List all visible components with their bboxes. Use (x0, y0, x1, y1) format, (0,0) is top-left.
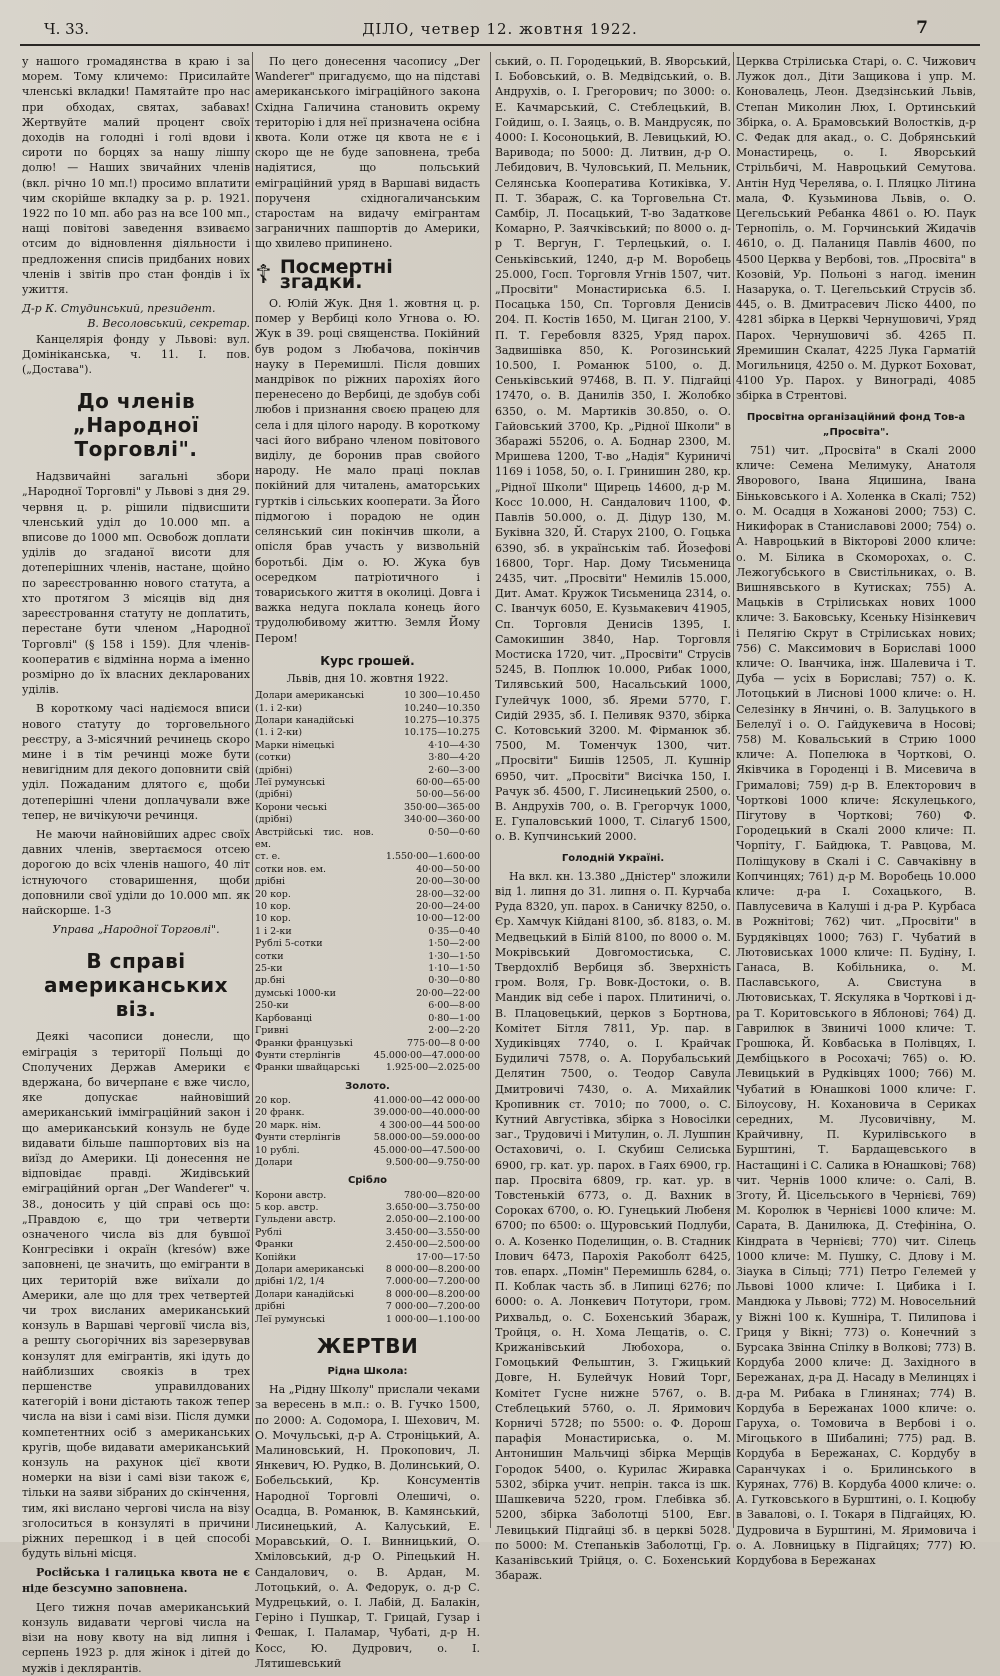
rate-value: 1·30—1·50 (428, 950, 480, 962)
rate-value: 10.175—10.275 (404, 727, 480, 739)
column-divider (252, 52, 253, 1528)
exchange-rates-table (255, 690, 480, 1075)
rate-value: 9.500·00—9.750·00 (385, 1156, 480, 1168)
rate-row (255, 1025, 480, 1037)
rate-row (255, 1301, 480, 1313)
currency-label: Долари канадійські (255, 714, 354, 726)
rate-value: 0·50—0·60 (428, 826, 480, 838)
rate-value: 7 000·00—7.200·00 (385, 1301, 480, 1313)
currency-label: др.бні (255, 975, 286, 987)
rate-value: 340·00—360·00 (404, 814, 480, 826)
rate-row (255, 1264, 480, 1276)
rate-row (255, 1289, 480, 1301)
currency-label: (дрібні) (255, 789, 293, 801)
ridna-shkola-list: На „Рідну Школу" прислали чеками за вересень в м.п.: о. В. Гучко 1500, по 2000: А. Содомора, І. Шехович, М. О. Мочульські, д-р А. Строніцький, А. Малиновський, Н. Прокопович, Л. Янкевич, Ю. Рудко, В. Долинський, О. Бобельський, Кр. Консументів Народної Торговлі Олешичі, о. Осадца, В. Романюк, В. Камянський, Лисинецький, А. Калуський, Е. Моравський, О. І. Винницький, О. Хміловський, д-р О. Ріпецький Н. Сандалович, о. В. Ардан, М. Лотоцький, о. А. Федорук, о. д-р С. Мудрецький, о. І. Лабій, Д. Балакін, Геріно і Пушкар, Т. Грицай, Гузар і Фешак, І. Паламар, Чубаті, д-р Н. Косс, Ю. Дудрович, о. І. Лятишевський (255, 1383, 480, 1670)
rate-row (255, 690, 480, 702)
rate-row (255, 1214, 480, 1226)
currency-label: сотки нов. ем. (255, 863, 327, 875)
column-divider (733, 52, 734, 1528)
currency-label: 20 франк. (255, 1107, 305, 1119)
currency-label: Рублі (255, 1226, 282, 1238)
rate-value: 45.000·00—47.000·00 (373, 1049, 480, 1061)
rate-row (255, 876, 480, 888)
rate-row (255, 789, 480, 801)
currency-label: Долари американські (255, 1264, 365, 1275)
signature-president: Д-р К. Студинський, президент. (22, 302, 216, 316)
gold-rates-table (255, 1095, 480, 1169)
currency-label: (1. і 2-ки) (255, 727, 303, 739)
rate-row (255, 926, 480, 938)
column-divider (490, 52, 491, 1528)
rate-row (255, 1095, 480, 1107)
currency-label: сотки (255, 950, 284, 962)
rate-value: 1.925·00—2.025·00 (385, 1062, 480, 1074)
donations-title: ЖЕРТВИ (316, 1334, 419, 1359)
rate-row (255, 727, 480, 739)
fund-appeal-text: у нашого громадянства в краю і за морем. Тому кличемо: Присилайте членські вкладки! Памятайте про нас при обходах, святах, забавах! Жертвуйте малий процент своїх доходів на голодні і голі вдови і сироти по борцях за нашу лішпу долю! — Наших звичайних членів (вкл. річно 10 мп.!) просимо вплатити чим скорійше вкладку за р. р. 1921. 1922 по 10 мп. або раз на все 100 мп., нащі повітові заведення взиваємо отсим до відновлення діяльности і предложення списів придбаних нових членів і звітів про стан фондів і їх ужиття. (22, 55, 250, 297)
rate-row (255, 1120, 480, 1132)
rate-value: 28·00—32·00 (416, 888, 480, 900)
rate-row (255, 938, 480, 950)
rate-value: 0·30—0·80 (428, 975, 480, 987)
rate-value: 8 000·00—8.200·00 (385, 1288, 480, 1300)
orthodox-cross-icon: ☦ (255, 259, 272, 290)
rate-value: 10 300—10.450 (404, 690, 480, 702)
currency-label: Копійки (255, 1251, 297, 1263)
rate-row (255, 765, 480, 777)
currency-label: Австрійські тис. нов. ем. (255, 826, 374, 850)
members-paragraph: Надзвичайні загальні збори „Народної Торговлі" у Львові з дня 29. червня ц. р. рішили підвисшити членський уділ до 10.000 мп. а вписове до 1000 мп. Освобож доплати уділів до згаданої висоти для дотеперішних членів, настане, щойно по зареєстрованню нового статута, а хто протягом 3 місяців від дня зареєстровання статуту не доплатить, перестане бути членом „Народної Торговлі" (§ 158 і 159). Для членів-кооператив є відмінна норма а іменно розмірно до їх власних декларованих уділів. (22, 470, 250, 697)
rate-value: 350·00—365·00 (404, 801, 480, 813)
column-4 (736, 54, 976, 1567)
rate-row (255, 1202, 480, 1214)
currency-label: думські 1000-ки (255, 987, 336, 999)
rate-value: 4·10—4·30 (428, 739, 480, 751)
issue-number: Ч. 33. (44, 20, 89, 38)
page-number: 7 (916, 18, 928, 38)
rate-row (255, 1276, 480, 1288)
rate-value: 39.000·00—40.000·00 (373, 1107, 480, 1119)
rate-value: 60·00—65·00 (416, 776, 480, 788)
currency-label: 250-ки (255, 1000, 289, 1012)
masthead (20, 14, 980, 46)
currency-label: (1. і 2-ки) (255, 702, 303, 714)
rate-value: 10·00—12·00 (416, 913, 480, 925)
rate-value: 17·00—17·50 (416, 1251, 480, 1263)
currency-label: Гульдени австр. (255, 1214, 336, 1226)
rate-row (255, 963, 480, 975)
obituary-title: Посмертні згадки. (279, 255, 393, 293)
rate-row (255, 777, 480, 789)
rate-row (255, 740, 480, 752)
currency-label: 10 кор. (255, 901, 291, 913)
rate-value: 7.000·00—7.200·00 (385, 1276, 480, 1288)
column-1 (22, 54, 250, 1675)
rate-value: 3·80—4·20 (428, 752, 480, 764)
rate-row (255, 851, 480, 863)
rate-row (255, 1050, 480, 1062)
currency-label: Франки швайцарські (255, 1062, 360, 1074)
rate-value: 20·00—22·00 (416, 987, 480, 999)
column-3 (495, 54, 731, 1583)
rate-value: 2·00—2·20 (428, 1025, 480, 1037)
rate-row (255, 901, 480, 913)
rate-value: 2.050·00—2.100·00 (385, 1214, 480, 1226)
currency-label: 20 кор. (255, 888, 291, 900)
rate-value: 3.450·00—3.550·00 (385, 1226, 480, 1238)
rate-row (255, 1145, 480, 1157)
rate-value: 3.650·00—3.750·00 (385, 1201, 480, 1213)
currency-label: (дрібні) (255, 764, 293, 776)
currency-label: Долари американські (255, 690, 365, 702)
rate-value: 20·00—30·00 (416, 876, 480, 888)
currency-label: Франки (255, 1239, 294, 1251)
obituary-header (255, 255, 480, 293)
famine-ukraine-title: Голодній Україні. (561, 852, 665, 864)
rate-value: 775·00—8 0·00 (407, 1037, 480, 1049)
gold-section-title: Золото. (345, 1080, 390, 1092)
rate-row (255, 1107, 480, 1119)
rate-value: 10.240—10.350 (404, 702, 480, 714)
visas-paragraph: Цего тижня почав американський конзуль видавати чергові числа на візи на нову квоту на від липня і серпень 1923 р. для жінок і дітей до мужів і деклярантів. (22, 1600, 250, 1675)
prosvita-fund-list: 751) чит. „Просвіта" в Скалі 2000 кличе: Семена Мелимуку, Анатоля Яворового, Івана Яцишина, Івана Біньковського і А. Холенка в Скалі; 752) о. М. Осадця в Хожанові 2000; 753) С. Никифорак в Станиславові 2000; 754) о. А. Навроцький в Вікторові 2000 кличе: о. М. Білика в Скоморохах, о. С. Лежогубського в Свистільниках, о. В. Вишнявського в Кутисках; 755) А. Мацьків в Стрілиськах нових 1000 кличе: З. Баковську, Ксеньку Нізінкевич і Пелягію Скрут в Стрілиськах нових; 756) С. Максимович в Бориславі 1000 кличе: О. Іванчика, інж. Шалевича і Т. Дуба — усіх в Бориславі; 757) о. К. Лотоцький в Лиснові 1000 кличе: о. Н. Селезінку в Янчині, о. В. Залуцького в Белелуї і о. О. Гайдукевича в Носові; 758) М. Ковальський в Стрию 1000 кличе: А. Попелюка в Чорткові, О. Яківчика в Городенці і В. Мисевича в Грималові; 759) д-р В. Електорович в Чорткові 1000 кличе: Яскулецького, Пігутову в Чорткові; 760) Ф. Городецький в Скалі 2000 кличе: П. Чорпіту, Г. Байдюка, Т. Равцова, М. Поліщукову в Скалі і С. Савчаківну в Копчинцях; 761) д-р М. Воробець 10.000 кличе: д-ра І. Сохацького, В. Павлусевича в Калуші і д-ра Р. Курбаса в Рожнітові; 762) чит. „Просвіти" в Бурдяківцях 1000; 763) Г. Чубатий в Лютовиськах 1000 кличе: П. Будіну, І. Ганаса, В. Кобільника, о. М. Паславського, А. Свистуна в Лютовиськах, Т. Яскуляка в Чорткові і д-ра Т. Коритовського в Яблонові; 764) Д. Гаврилюк в Звиничі 1000 кличе: Т. Грошюка, Й. Ковбаська в Полівцях, І. Дембіцького в Росохачі; 765) о. Ю. Левицький в Рудківцях 1000; 766) М. Чубатий в Юнашкові 1000 кличе: Г. Білоусову, Н. Кохановича в Сериках середних, М. Лусовичівну, М. Крайчивну, П. Курилівського в Бурштині, Т. Бардащевського в Настащині і С. Салика в Юнашкові; 768) чит. Чернів 1000 кличе: о. Салі, В. Зготу, Й. Цісельського в Чернієві, 769) М. Королюк в Чернієві 1000 кличе: М. Сарата, В. Данилюка, Д. Стефініна, О. Кіндрата в Чернієві; 770) чит. Сілець 1000 кличе: М. Пушку, С. Длову і М. Зіаука в Сільці; 771) Петро Гелемей у Львові 1000 кличе: І. Цибика і І. Мандюка у Львові; 772) М. Новосельний у Віжні 100 к. Кушніра, Т. Пилипова і Гриця у Вікні; 773) о. Конечний з Бурсака Звінна Спілку в Волкові; 773) В. Кордуба 2000 кличе: Д. Західного в Бережанах, д-ра Д. Насаду в Мелинцях і д-ра М. Рибака в Глинянах; 774) В. Кордуба в Бережанах 1000 кличе: о. Гаруха, о. Томовича в Вербові і о. Мігоцького в Шибалині; 775) рад. В. Кордуба в Бережанах, С. Кордубу в Саранчуках і о. Брилинського в Курянах, 776) В. Кордуба 4000 кличе: о. А. Гутковського в Бурштині, о. І. Коцюбу в Завалові, о. І. Токаря в Підгайцях, Ю. Дудровича в Бурштині, М. Яримовича і о. А. Ловницьку в Підгайцях; 777) Ю. Кордубова в Бережанах (736, 444, 976, 1567)
silver-section-title: Срібло (347, 1175, 388, 1187)
members-paragraph: В короткому часі надіємося вписи нового статуту до торговельного реєстру, а 3-місячний речинець скоро мине і в тім речинці може бути невигідним для декого доповнити свій уділ. Пожаданим длятого є, щоби дотеперішні члени доплачували вже тепер, не вичікуючи речинця. (22, 702, 250, 822)
currency-label: 20 марк. нім. (255, 1119, 321, 1131)
rate-row (255, 1038, 480, 1050)
rate-value: 1 000·00—1.100·00 (385, 1313, 480, 1325)
famine-donor-list: На вкл. кн. 13.380 „Дністер" зложили від 1. липня до 31. липня о. П. Курчаба Руда 8320, уп. парох. в Саничку 8250, о. Єр. Хамчук Кійдані 8100, зб. 8183, о. М. Медвецький в Білій 8100, по 8000 о. М. Мокрівський Довгомостиська, С. Твердохліб Вербиця зб. Зверхність гром. Воля, Гр. Вовк-Достоки, о. В. Мандик від себе і парох. Плитиничі, о. В. Плацовецький, церков з Бортнова, Комітет Бітля 7811, Ур. пар. в Худиківцях 7740, о. І. Крайчак Будиличі 7578, о. А. Порубальський Делятин 7500, о. Теодор Савула Дмитровичі 7430, о. А. Михайлик Кропивник ст. 7010; по 7000, о. С. Кутний Августівка, збірка з Новосілки заг., Трудовичі і Митулин, о. Л. Лушпин Остаховичі, о. І. Скубиш Селиська 6900, гр. кат. ур. парох. в Гаях 6900, гр. пар. Просвіта 6809, гр. кат. ур. в Товстенькій 6773, о. Д. Вахник в Сороках 6700, о. Ю. Гунецький Любеня 6700; по 6500: о. Щуровський Подлуби, о. А. Козенко Поделищин, о. В. Стадник Ілович 6473, Парохія Ракоболт 6425, тов. епарх. „Помін" Перемишль 6284, о. П. Коблак часть зб. в Липиці 6276; по 6000: о. А. Лонкевич Потутори, гром. Рихвальд, о. С. Бохенський Збараж, Тройця, о. Н. Хома Лещатів, о. С. Крижанівський Любохора, о. Гомоцький Фельштин, З. Гжицький Довге, Н. Булейчук Новий Торг, Комітет Гусне нижне 5767, о. В. Стеблецький 5760, о. Л. Яримович Корничі 5728; по 5500: о. Ф. Дорош парафія Монастириська, о. М. Антонишин Мальчиці збірка Мерщів Городок 5400, о. Курилас Жиравка 5302, збірка учит. непрін. такса із шк. Шашкевича 5220, гром. Глебівка зб. 5200, збірка Заболотці 5100, Евг. Левицький Підгайці зб. в церкві 5028. по 5000: М. Степаньків Заболотці, Гр. Казанівський Трійця, о. С. Бохенський Збараж. (495, 869, 731, 1583)
rate-value: 1·10—1·50 (428, 963, 480, 975)
headline-members: До членів „Народної Торговлі". (72, 389, 200, 462)
currency-label: 10 рублі. (255, 1144, 300, 1156)
signature-board: Управа „Народної Торговлі". (52, 923, 220, 937)
rate-row (255, 703, 480, 715)
rate-row (255, 1062, 480, 1074)
rate-row (255, 1314, 480, 1326)
rate-row (255, 1252, 480, 1264)
rate-row (255, 1239, 480, 1251)
rate-row (255, 951, 480, 963)
rate-value: 6·00—8·00 (428, 1000, 480, 1012)
rate-row (255, 864, 480, 876)
rate-value: 0·35—0·40 (428, 925, 480, 937)
signature-secretary: В. Весоловський, секретар. (87, 317, 250, 331)
chancery-address: Канцелярія фонду у Львові: вул. Домініканська, ч. 11. I. пов. („Достава"). (22, 332, 250, 377)
rate-value: 2·60—3·00 (428, 764, 480, 776)
currency-label: ст. е. (255, 851, 281, 863)
rate-value: 8 000·00—8.200·00 (385, 1264, 480, 1275)
rate-row (255, 715, 480, 727)
currency-label: Карбованці (255, 1012, 313, 1024)
rate-row (255, 827, 480, 852)
ridna-shkola-title: Рідна Школа: (327, 1366, 408, 1378)
currency-label: дрібні (255, 1301, 286, 1313)
rate-value: 40·00—50·00 (416, 863, 480, 875)
currency-label: Корони австр. (255, 1189, 327, 1201)
rate-row (255, 988, 480, 1000)
donor-list-continued: Церква Стрілиська Старі, о. С. Чижович Лужок дол., Діти Защикова і упр. М. Коновалець, Леон. Дзедзінський Львів, Степан Миколин Люх, І. Ортинський Збірка, о. А. Брамовський Волостків, д-р С. Федак для акад., о. С. Добрянський Монастирець, о. І. Яворський Стрільбичі, М. Навроцький Семутова. Антін Нуд Черелява, о. І. Пляцко Літина мала, Ф. Кузьминова Львів, о. О. Цегельський Ребанка 4861 о. Ю. Паук Тернопіль, о. М. Горчинський Жидачів 4610, о. Д. Паланиця Павлів 4600, по 4500 Церква у Вербові, тов. „Просвіта" в Козовій, Ур. Польоні з нагод. іменин Назарука, о. Т. Цегельський Струсів зб. 445, о. В. Дмитрасевич Ліско 4400, по 4281 збірка в Церкві Чернушовичі, Уряд Парох. Чернушовичі зб. 4265 П. Яремишин Скалат, 4225 Лука Гарматій Могильниця, 4250 о. М. Дуркот Боховат, 4100 Ур. Парох. у Винограді, 4085 збірка в Стрентові. (736, 55, 976, 403)
currency-label: 10 кор. (255, 913, 291, 925)
currency-label: Долари (255, 1156, 293, 1168)
currency-label: (дрібні) (255, 814, 293, 826)
currency-label: 25-ки (255, 963, 283, 975)
rate-value: 780·00—820·00 (404, 1189, 480, 1201)
rate-row (255, 1227, 480, 1239)
rate-row (255, 889, 480, 901)
currency-label: Франки французькі (255, 1037, 353, 1049)
visas-paragraph: Російська і галицька квота не є ніде безсумно заповнена. (22, 1566, 250, 1595)
currency-label: Долари канадійські (255, 1288, 354, 1300)
currency-label: Корони чеські (255, 801, 327, 813)
rate-value: 58.000·00—59.000·00 (373, 1132, 480, 1144)
currency-label: дрібні 1/2, 1/4 (255, 1276, 325, 1288)
rate-value: 41.000·00—42 000·00 (373, 1094, 480, 1106)
rate-value: 4 300·00—44 500·00 (379, 1119, 480, 1131)
donor-list: ський, о. П. Городецький, В. Яворський, І. Бобовський, о. В. Медвідський, о. В. Андрухів, о. І. Грегорович; по 3000: о. Е. Качмарський, С. Стеблецький, В. Гойдиш, о. І. Заяць, о. В. Мандрусяк, по 4000: І. Косоноцький, В. Левицький, Ю. Вариводa; по 5000: Д. Литвин, д-р О. Лебидович, В. Чуловський, П. Мельник, Селянська Кооператива Котиківка, У. П. Т. Збараж, С. ка Торговельна Ст. Самбір, Л. Посацький, Т-во Задаткове Комарно, Р. Заячківський; по 8000 о. д-р Т. Вергун, Г. Терлецький, о. І. Сеньківський, 1240, д-р М. Воробець 25.000, Госп. Торговля Угнів 1507, чит. „Просвіти" Монастириська 6.5. І. Посацька 150, Сп. Торговля Денисів 204. П. Костів 1650, М. Циган 2100, У. П. Т. Геребовля 8325, Уряд парох. Задвишівка 850, К. Рогозинський 10.500, І. Романюк 5100, о. Д. Сеньківський 97468, В. П. У. Підгайці 17470, о. В. Данилів 350, І. Жолобко 6350, о. М. Мартиків 30.850, о. О. Гайовський 3700, Кр. „Рідної Школи" в Збаражі 55206, о. А. Боднар 2300, М. Мришева 1200, Т-во „Надія" Куриничі 1169 і 1058, 50, о. І. Гринишин 280, кр. „Рідної Школи" Щирець 14600, д-р М. Косс 10.000, Н. Сандалович 1100, Ф. Павлів 50.000, о. Д. Дідур 130, М. Буківна 320, Й. Старух 2100, О. Гоцька 6390, зб. в українськім таб. Йозефові 16800, Торг. Нар. Дому Тисьменица 2435, чит. „Просвіти" Немилів 15.000, Дит. Амат. Кружок Тисьменица 2314, о. С. Іванчук 6050, Е. Кузьмакевич 41905, Сп. Торговля Денисів 1395, І. Самокишин 3840, Нар. Торговля Мостиска 1720, чит. „Просвіти" Струсів 5245, В. Поплюк 10.000, Рибак 1000, Тилявський 500, Насальський 1000, Гулейчук 1000, зб. Яреми 5770, Г. Сидій 2935, зб. І. Пеливяк 9370, збірка С. Котовський 3200. М. Фірманюк зб. 7500, М. Томенчук 1300, чит. „Просвіти" Бишів 12505, Л. Кушнір 6950, чит. „Просвіти" Висічка 150, І. Рачук зб. 4500, Г. Лисинецький 2500, о. В. Андрухів 700, о. В. Грегорчук 1000, Е. Гупаловський 1000, Т. Сілагуб 1500, о. В. Купчинський 2000. (495, 55, 731, 844)
rate-row (255, 913, 480, 925)
currency-label: Гривні (255, 1025, 289, 1037)
currency-label: Фунти стерлінгів (255, 1132, 341, 1144)
rate-row (255, 1013, 480, 1025)
rate-row (255, 1132, 480, 1144)
currency-label: Фунти стерлінгів (255, 1049, 341, 1061)
rate-value: 20·00—24·00 (416, 901, 480, 913)
currency-label: дрібні (255, 876, 286, 888)
obituary-text: О. Юлій Жук. Дня 1. жовтня ц. р. помер у Вербиці коло Угнова о. Ю. Жук в 39. році священства. Покійний був родом з Любачова, покінчив науку в Перемишлі. Після довших мандрівок по ріжних парохіях його перенесено до Вербиці, де здобув собі любов і признання своєю працею для села і для цілого народу. В короткому часі його вибрано членом повітового виділу, де боронив прав свойого народу. Не мало праці поклав покійний для читалень, аматорських гуртків і сільських кооперати. За Його підмогою і порадою не один селянський син покінчив школи, а опісля брав участь у визвольній боротьбі. Дім о. Ю. Жука був осередком патріотичного і товариського життя в околиці. Довга і важка недуга поклала конець його трудолюбивому життю. Земля Йому Пером! (255, 297, 480, 645)
rate-value: 10.275—10.375 (404, 714, 480, 726)
rate-row (255, 1000, 480, 1012)
visas-paragraph: Деякі часописи донесли, що еміграція з території Польщі до Сполучених Держав Америки є вдержана, бо вичерпане є вже число, яке допускає найновіший американський імміграційний закон і що американський конзуль не буде видавати більше пашпортових віз на виїзд до Америки. Ці донесення не відповідає правді. Жидівський еміграційний орган „Der Wanderer" ч. 38., доносить у цій справі ось що: „Правдою є, що три четверти означеного числа віз для бувшої Конгресівки і окраїн (kresów) вже заповнені, це значить, що емігранти в цих територій вже виїхали до Америки, але що для трех четвертей чи трох висланих американський конзуль в Варшаві черговії числа віз, а решту сьогорічних віз зарезервував конзулят для емігрантів, які ідуть до найблизших своякіз в трех першенстве управилдованих категорій і вони дістають також тепер числа на візи і самі візи. Після думки компетентних осіб з американських кругів, щобе видавати американський конзуль на рахунок цієї квоти номерки на візи і самі візи також є, тільки на заяви зібраних до скінчення, тим, які вислано чергові числа на візу зголоситься в конзуляті в причини ріжних перешкод і в цей способі будуть вільні місця. (22, 1030, 250, 1561)
newspaper-title-date: ДІЛО, четвер 12. жовтня 1922. (362, 20, 638, 38)
rate-value: 50·00—56·00 (416, 789, 480, 801)
rate-row (255, 814, 480, 826)
currency-label: 5 кор. австр. (255, 1201, 319, 1213)
members-paragraph: Не маючи найновійших адрес своїх давних членів, звертаємося отсею дорогою до всіх членів нашого, 40 літ істнуючого стоваришення, щоби доповнили свої уділи до 10.000 мп. як найскорше. 1-3 (22, 827, 250, 917)
currency-label: Рублі 5-сотки (255, 938, 323, 950)
rate-row (255, 752, 480, 764)
exchange-rates-date: Львів, дня 10. жовтня 1922. (286, 671, 449, 685)
exchange-rates-title: Курс грошей. (320, 653, 415, 668)
headline-american-visas: В справі американських віз. (43, 949, 229, 1022)
currency-label: 20 кор. (255, 1094, 291, 1106)
prosvita-fund-title: Просвітна організаційний фонд Тов-а „Просвіта". (746, 411, 966, 438)
rate-row (255, 1190, 480, 1202)
rate-row (255, 975, 480, 987)
currency-label: (сотки) (255, 752, 291, 764)
rate-row (255, 1157, 480, 1169)
wanderer-paragraph: По цего донесення часопису „Der Wanderer" пригадуємо, що на підставі американського іміграційного закона Східна Галичина становить окрему територію і для неї призначена осібна квота. Коли отже ця квота не є і скоро ще не буде заповнена, треба надіятися, що польський еміграційний уряд в Варшаві видасть порученя східногаличанським старостам на видачу емігрантам заграничних пашпортів до Америки, що хвилево припинено. (255, 55, 480, 251)
column-2 (255, 54, 480, 1670)
currency-label: 1 і 2-ки (255, 925, 292, 937)
rate-value: 0·80—1·00 (428, 1012, 480, 1024)
silver-rates-table (255, 1190, 480, 1326)
rate-value: 1.550·00—1.600·00 (385, 851, 480, 863)
currency-label: Леї румунські (255, 1313, 326, 1325)
currency-label: Марки німецькі (255, 739, 335, 751)
rate-value: 45.000·00—47.500·00 (373, 1144, 480, 1156)
currency-label: Леї румунські (255, 776, 326, 788)
rate-value: 2.450·00—2.500·00 (385, 1239, 480, 1251)
rate-row (255, 802, 480, 814)
rate-value: 1·50—2·00 (428, 938, 480, 950)
